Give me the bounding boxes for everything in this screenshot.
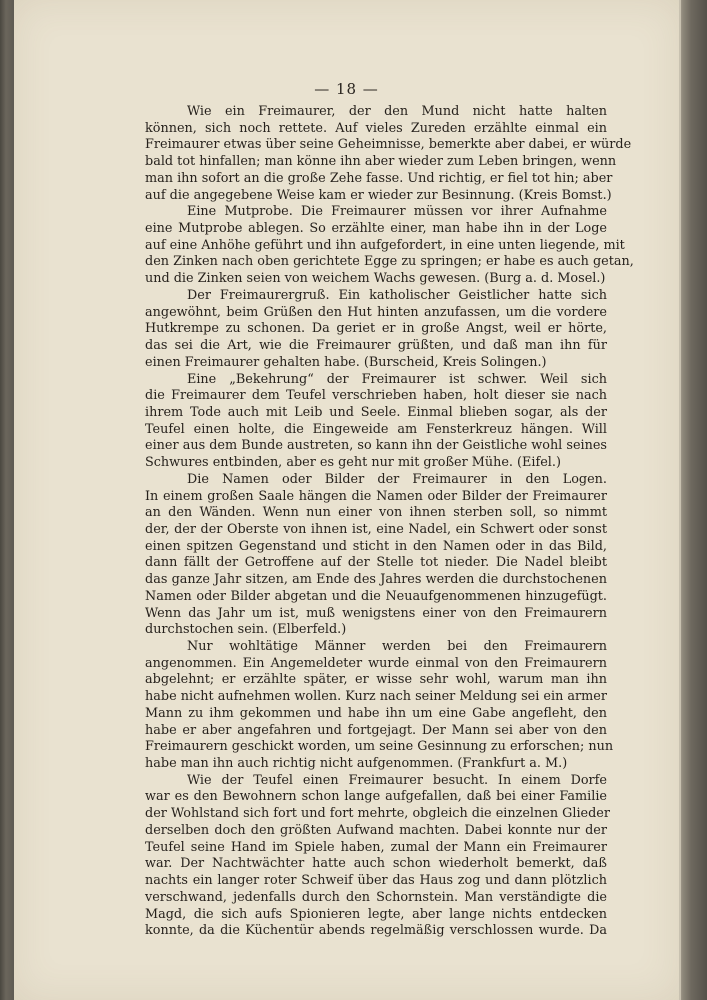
text-line: können, sich noch rettete. Auf vieles Zureden erzählte einmal ein [145,120,607,136]
text-line: verschwand, jedenfalls durch den Schornstein. Man verständigte die [145,889,607,905]
text-line: derselben doch den größten Aufwand machten. Dabei konnte nur der [145,822,607,838]
text-line: Der Freimaurergruß. Ein katholischer Geistlicher hatte sich [187,287,607,303]
text-line: Die Namen oder Bilder der Freimaurer in den Logen. [187,471,607,487]
text-line: dann fällt der Getroffene auf der Stelle tot nieder. Die Nadel bleibt [145,555,607,571]
text-line: einen Freimaurer gehalten habe. (Burscheid, Kreis Solingen.) [145,354,547,370]
text-line: Eine „Bekehrung“ der Freimaurer ist schwer. Weil sich [187,371,607,387]
text-line: Mann zu ihm gekommen und habe ihn um eine Gabe angefleht, den [145,705,607,721]
text-line: abgelehnt; er erzählte später, er wisse sehr wohl, warum man ihn [145,672,607,688]
body-text [145,104,634,940]
text-line: Namen oder Bilder abgetan und die Neuaufgenommenen hinzugefügt. [145,588,607,604]
text-line: Eine Mutprobe. Die Freimaurer müssen vor ihrer Aufnahme [187,204,607,220]
text-line: Schwures entbinden, aber es geht nur mit großer Mühe. (Eifel.) [145,455,561,471]
text-line: der, der der Oberste von ihnen ist, eine Nadel, ein Schwert oder sonst [145,521,607,537]
text-line: der Wohlstand sich fort und fort mehrte, obgleich die einzelnen Glieder [145,806,610,822]
text-line: war. Der Nachtwächter hatte auch schon wiederholt bemerkt, daß [145,856,607,872]
text-line: konnte, da die Küchentür abends regelmäßig verschlossen wurde. Da [145,923,607,939]
text-line: Freimaurer etwas über seine Geheimnisse, bemerkte aber dabei, er würde [145,137,632,153]
text-line: man ihn sofort an die große Zehe fasse. Und richtig, er fiel tot hin; aber [145,170,613,186]
text-line: auf eine Anhöhe geführt und ihn aufgefordert, in eine unten liegende, mit [145,237,625,253]
text-line: ihrem Tode auch mit Leib und Seele. Einmal blieben sogar, als der [145,404,607,420]
text-line: Teufel seine Hand im Spiele haben, zumal der Mann ein Freimaurer [145,839,607,855]
text-line: Hutkrempe zu schonen. Da geriet er in große Angst, weil er hörte, [145,321,607,337]
text-line: nachts ein langer roter Schweif über das Haus zog und dann plötzlich [145,873,607,889]
text-line: war es den Bewohnern schon lange aufgefallen, daß bei einer Familie [145,789,607,805]
text-line: Nur wohltätige Männer werden bei den Freimaurern [187,639,607,654]
text-line: habe man ihn auch richtig nicht aufgenommen. (Frankfurt a. M.) [145,756,568,772]
text-line: einer aus dem Bunde austreten, so kann ihn der Geistliche wohl seines [145,438,607,454]
text-line: angenommen. Ein Angemeldeter wurde einmal von den Freimaurern [145,655,607,671]
text-line: die Freimaurer dem Teufel verschrieben haben, holt dieser sie nach [145,388,607,404]
text-line: das ganze Jahr sitzen, am Ende des Jahres werden die durchstochenen [145,572,607,588]
text-line: habe nicht aufnehmen wollen. Kurz nach seiner Meldung sei ein armer [145,689,607,705]
text-line: habe er aber angefahren und fortgejagt. Der Mann sei aber von den [145,722,607,738]
text-line: durchstochen sein. (Elberfeld.) [145,622,347,638]
text-line: an den Wänden. Wenn nun einer von ihnen sterben soll, so nimmt [145,505,607,521]
text-line: auf die angegebene Weise kam er wieder zur Besinnung. (Kreis Bomst.) [145,187,612,203]
text-line: und die Zinken seien von weichem Wachs gewesen. (Burg a. d. Mosel.) [145,271,606,287]
text-line: das sei die Art, wie die Freimaurer grüßten, und daß man ihn für [145,338,607,354]
text-line: Wenn das Jahr um ist, muß wenigstens einer von den Freimaurern [145,605,607,621]
page-edge [679,0,707,1000]
text-line: Teufel einen holte, die Eingeweide am Fensterkreuz hängen. Will [145,421,607,437]
text-line: angewöhnt, beim Grüßen den Hut hinten anzufassen, um die vordere [145,304,607,320]
page-number: — 18 — [314,80,379,98]
text-line: Wie ein Freimaurer, der den Mund nicht hatte halten [187,104,607,119]
book-page [14,0,679,1000]
text-line: einen spitzen Gegenstand und sticht in den Namen oder in das Bild, [145,538,607,554]
text-line: Magd, die sich aufs Spionieren legte, aber lange nichts entdecken [145,906,607,922]
text-line: In einem großen Saale hängen die Namen oder Bilder der Freimaurer [145,488,607,504]
text-line: Wie der Teufel einen Freimaurer besucht. In einem Dorfe [187,772,607,788]
text-line: bald tot hinfallen; man könne ihn aber wieder zum Leben bringen, wenn [145,154,617,170]
text-line: den Zinken nach oben gerichtete Egge zu springen; er habe es auch getan, [145,254,634,270]
text-line: eine Mutprobe ablegen. So erzählte einer, man habe ihn in der Loge [145,221,607,237]
text-line: Freimaurern geschickt worden, um seine Gesinnung zu erforschen; nun [145,739,614,755]
